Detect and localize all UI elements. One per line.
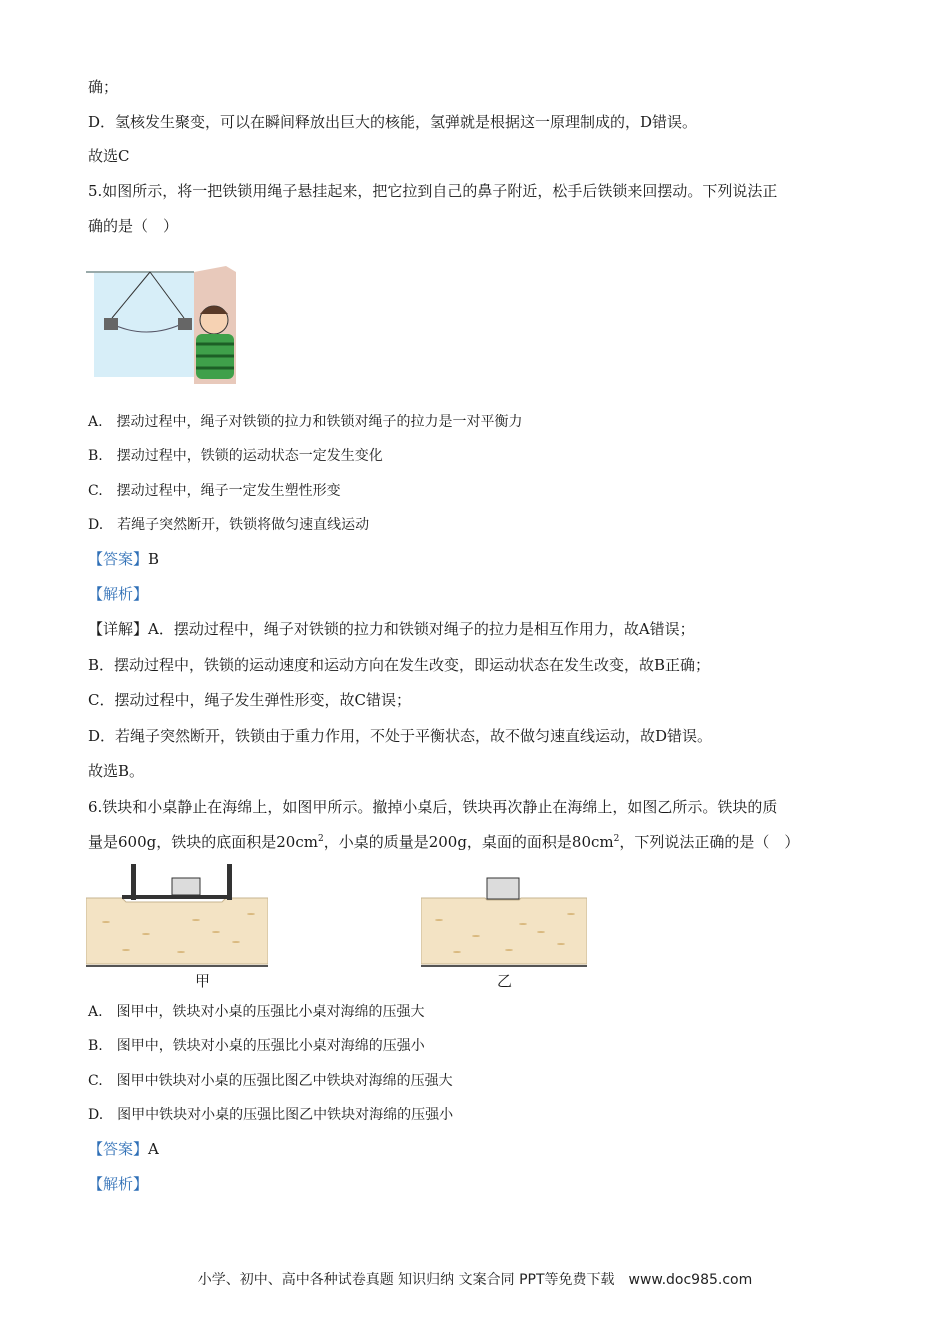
detail-tag: 【详解】: [88, 620, 149, 638]
answer-line: [88, 1138, 159, 1160]
question-6-stem: [88, 831, 799, 853]
analysis-tag: 【解析】: [88, 585, 149, 603]
option-d: D. 若绳子突然断开，铁锁将做匀速直线运动: [88, 517, 370, 533]
figure-caption-jia: 甲: [195, 972, 211, 990]
sponge-block-figure-yi: [421, 862, 587, 970]
detail-line: D．若绳子突然断开，铁锁由于重力作用，不处于平衡状态，故不做匀速直线运动，故D错误。: [88, 727, 713, 745]
answer-tag: 【答案】: [88, 1140, 149, 1158]
detail-line: B．摆动过程中，铁锁的运动速度和运动方向在发生改变，即运动状态在发生改变，故B正确；: [88, 656, 711, 674]
question-5-stem: 确的是（ ）: [88, 217, 179, 235]
option-b: B. 摆动过程中，铁锁的运动状态一定发生变化: [88, 448, 383, 464]
choose-line: 故选B。: [88, 762, 145, 780]
superscript: 2: [613, 834, 620, 844]
text-line: 确；: [88, 78, 119, 96]
option-c: C. 摆动过程中，绳子一定发生塑性形变: [88, 483, 341, 499]
stem-part: ，小桌的质量是200g，桌面的面积是80cm: [323, 833, 614, 851]
detail-line: [88, 618, 695, 640]
answer-tag: 【答案】: [88, 550, 149, 568]
option-c: C. 图甲中铁块对小桌的压强比图乙中铁块对海绵的压强大: [88, 1073, 453, 1089]
stem-part: 量是600g，铁块的底面积是20cm: [88, 833, 318, 851]
detail-text: A．摆动过程中，绳子对铁锁的拉力和铁锁对绳子的拉力是相互作用力，故A错误；: [148, 620, 695, 638]
detail-line: C．摆动过程中，绳子发生弹性形变，故C错误；: [88, 691, 411, 709]
option-d: D. 图甲中铁块对小桌的压强比图乙中铁块对海绵的压强小: [88, 1107, 454, 1123]
superscript: 2: [317, 834, 324, 844]
answer-value: A: [148, 1140, 159, 1158]
stem-part: ，下列说法正确的是（ ）: [619, 833, 800, 851]
analysis-tag: 【解析】: [88, 1175, 149, 1193]
answer-value: B: [148, 550, 160, 568]
figure-caption-yi: 乙: [497, 972, 513, 990]
option-a: A. 摆动过程中，绳子对铁锁的拉力和铁锁对绳子的拉力是一对平衡力: [88, 414, 523, 430]
text-line: 故选C: [88, 147, 130, 165]
text-line: D．氢核发生聚变，可以在瞬间释放出巨大的核能，氢弹就是根据这一原理制成的，D错误。: [88, 113, 698, 131]
answer-line: [88, 548, 159, 570]
question-5-stem: 5.如图所示，将一把铁锁用绳子悬挂起来，把它拉到自己的鼻子附近，松手后铁锁来回摆动。下列说法正: [88, 182, 778, 200]
option-a: A. 图甲中，铁块对小桌的压强比小桌对海绵的压强大: [88, 1004, 425, 1020]
sponge-table-figure-jia: [86, 862, 268, 970]
pendulum-lock-figure: [86, 262, 251, 384]
question-6-stem: 6.铁块和小桌静止在海绵上，如图甲所示。撤掉小桌后，铁块再次静止在海绵上，如图乙所示。铁块的质: [88, 798, 778, 816]
option-b: B. 图甲中，铁块对小桌的压强比小桌对海绵的压强小: [88, 1038, 425, 1054]
page-footer: 小学、初中、高中各种试卷真题 知识归纳 文案合同 PPT等免费下载 www.doc985.com: [197, 1272, 753, 1288]
